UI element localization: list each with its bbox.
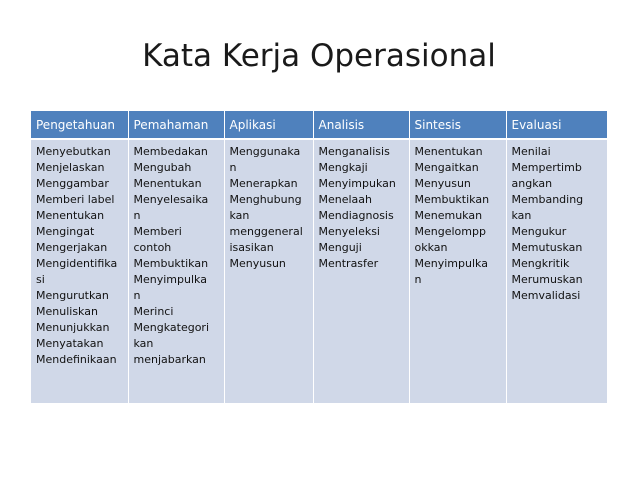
verb-table	[31, 111, 607, 403]
list-item: Mengukur	[511, 225, 567, 238]
list-item: contoh	[133, 241, 172, 254]
list-item: Menyatakan	[36, 337, 104, 350]
list-item: Mentrasfer	[318, 257, 379, 270]
list-item: kan	[133, 337, 154, 350]
header-sintesis: Sintesis	[409, 111, 506, 139]
list-item: kan	[229, 209, 250, 222]
list-item: Menyelesaika	[133, 193, 209, 206]
list-item: Mendiagnosis	[318, 209, 394, 222]
list-item: Menunjukkan	[36, 321, 110, 334]
list-item: Menyimpukan	[318, 177, 396, 190]
list-item: Menjelaskan	[36, 161, 105, 174]
list-item: angkan	[511, 177, 553, 190]
list-item: Menemukan	[414, 209, 483, 222]
list-item: Mengkritik	[511, 257, 570, 270]
cell-aplikasi	[224, 139, 313, 403]
cell-pengetahuan	[31, 139, 128, 403]
list-item: Mengidentifika	[36, 257, 118, 270]
list-item: Memberi	[133, 225, 182, 238]
list-item: Memberi label	[36, 193, 115, 206]
table-header-row	[31, 111, 607, 139]
list-item: okkan	[414, 241, 448, 254]
list-item: Menentukan	[414, 145, 483, 158]
list-item: Mengingat	[36, 225, 95, 238]
list-item: Membuktikan	[133, 257, 209, 270]
list-item: menggeneral	[229, 225, 303, 238]
list-item: Mengerjakan	[36, 241, 108, 254]
list-item: Menganalisis	[318, 145, 390, 158]
list-item: Menyimpulka	[414, 257, 488, 270]
list-item: Mengelompp	[414, 225, 486, 238]
list-item: Mengkategori	[133, 321, 210, 334]
list-item: Mengubah	[133, 161, 192, 174]
list-item: Memvalidasi	[511, 289, 581, 302]
header-pemahaman: Pemahaman	[128, 111, 224, 139]
header-analisis: Analisis	[313, 111, 409, 139]
list-item: si	[36, 273, 45, 286]
list-item: menjabarkan	[133, 353, 206, 366]
list-item: Mengkaji	[318, 161, 368, 174]
slide-title: Kata Kerja Operasional	[142, 38, 496, 74]
cell-sintesis	[409, 139, 506, 403]
list-item: Menyebutkan	[36, 145, 111, 158]
list-item: Mengurutkan	[36, 289, 109, 302]
list-item: Menggambar	[36, 177, 109, 190]
list-item: Membuktikan	[414, 193, 490, 206]
list-item: Membanding	[511, 193, 584, 206]
list-item: Menyusun	[414, 177, 471, 190]
list-item: kan	[511, 209, 532, 222]
list-item: Menyimpulka	[133, 273, 207, 286]
list-item: Menyusun	[229, 257, 286, 270]
list-item: n	[133, 289, 141, 302]
list-item: Memutuskan	[511, 241, 583, 254]
cell-evaluasi	[506, 139, 607, 403]
table-body-row	[31, 139, 607, 403]
list-item: n	[133, 209, 141, 222]
list-item: Membedakan	[133, 145, 208, 158]
list-item: Merumuskan	[511, 273, 583, 286]
list-item: Menentukan	[36, 209, 105, 222]
list-item: Menyeleksi	[318, 225, 380, 238]
list-item: Menguji	[318, 241, 362, 254]
list-item: Merinci	[133, 305, 174, 318]
list-item: n	[414, 273, 422, 286]
cell-pemahaman	[128, 139, 224, 403]
list-item: Menelaah	[318, 193, 373, 206]
list-item: Menerapkan	[229, 177, 298, 190]
list-item: n	[229, 161, 237, 174]
list-item: isasikan	[229, 241, 274, 254]
list-item: Menentukan	[133, 177, 202, 190]
list-item: Mempertimb	[511, 161, 582, 174]
list-item: Mengaitkan	[414, 161, 479, 174]
list-item: Menghubung	[229, 193, 302, 206]
list-item: Menggunaka	[229, 145, 301, 158]
list-item: Mendefinikaan	[36, 353, 117, 366]
list-item: Menilai	[511, 145, 551, 158]
header-pengetahuan: Pengetahuan	[31, 111, 128, 139]
cell-analisis	[313, 139, 409, 403]
header-evaluasi: Evaluasi	[506, 111, 607, 139]
list-item: Menuliskan	[36, 305, 98, 318]
header-aplikasi: Aplikasi	[224, 111, 313, 139]
